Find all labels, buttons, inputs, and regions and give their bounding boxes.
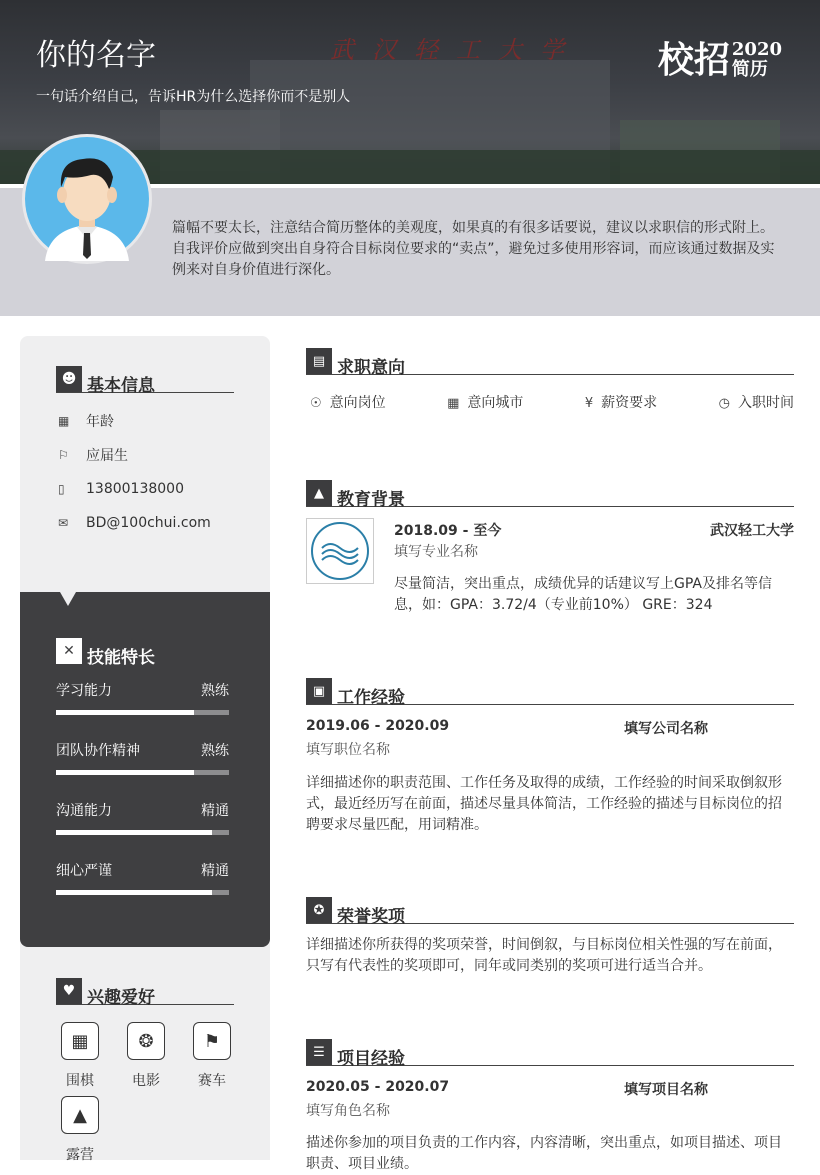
hobby-label: 电影	[132, 1073, 160, 1089]
job-intent-heading	[306, 348, 794, 378]
hobby-label: 赛车	[198, 1073, 226, 1089]
layers-icon: ☰	[306, 1039, 332, 1065]
basic-info-list	[58, 404, 211, 540]
basic-info-phone-text: 13800138000	[86, 481, 184, 497]
project-desc: 描述你参加的项目负责的工作内容，内容清晰，突出重点，如项目描述、项目职责、项目业绩。	[306, 1135, 782, 1172]
skill-name: 团队协作精神	[56, 743, 140, 759]
skills-notch	[60, 592, 76, 606]
job-intent-city	[447, 392, 523, 412]
avatar	[22, 134, 152, 264]
education-heading	[306, 480, 794, 510]
basic-info-age	[58, 404, 211, 438]
skills-title: 技能特长	[87, 648, 155, 668]
education-school: 武汉轻工大学	[710, 523, 794, 539]
campus-badge	[658, 40, 782, 80]
banner-building-sign: 武汉轻工大学	[330, 36, 582, 64]
go-board-icon: ▦	[61, 1022, 99, 1060]
skill-bar-fill	[56, 830, 212, 835]
skill-bar-fill	[56, 710, 194, 715]
job-intent-title: 求职意向	[337, 358, 405, 378]
medal-icon: ✪	[306, 897, 332, 923]
basic-info-email-text: BD@100chui.com	[86, 515, 211, 531]
skill-item	[56, 680, 229, 715]
skill-item	[56, 740, 229, 775]
self-intro-text: 篇幅不要太长，注意结合简历整体的美观度，如果真的有很多话要说，建议以求职信的形式附上。自我评价应做到突出自身符合目标岗位要求的“卖点”，避免过多使用形容词，而应该通过数据及实例来对自身价值进行深化。	[172, 220, 775, 278]
basic-info-heading	[56, 366, 234, 396]
basic-info-email	[58, 506, 211, 540]
campus-badge-year: 2020	[731, 39, 782, 60]
campus-badge-main: 校招	[657, 39, 730, 81]
hobby-label: 围棋	[66, 1073, 94, 1089]
id-card-icon: ☻	[56, 366, 82, 392]
honors-title: 荣誉奖项	[337, 907, 405, 927]
work-position: 填写职位名称	[306, 742, 390, 758]
skills-panel	[20, 592, 270, 947]
skill-name: 细心严谨	[56, 863, 112, 879]
film-reel-icon: ❂	[127, 1022, 165, 1060]
skill-name: 学习能力	[56, 683, 112, 699]
skill-name: 沟通能力	[56, 803, 112, 819]
salary-icon: ¥	[584, 396, 594, 411]
project-name: 填写项目名称	[624, 1082, 708, 1098]
work-company: 填写公司名称	[624, 721, 708, 737]
project-role: 填写角色名称	[306, 1103, 390, 1119]
skill-level: 熟练	[201, 683, 229, 699]
job-intent-city-text: 意向城市	[467, 395, 524, 411]
wave-icon	[320, 536, 360, 566]
tent-icon: ▲	[61, 1096, 99, 1134]
briefcase-icon: ▣	[306, 678, 332, 704]
job-intent-position	[310, 392, 386, 412]
avatar-icon	[25, 137, 149, 261]
basic-info-phone	[58, 472, 211, 506]
work-title: 工作经验	[337, 688, 405, 708]
skill-level: 熟练	[201, 743, 229, 759]
job-intent-list	[310, 392, 794, 412]
project-heading	[306, 1039, 794, 1069]
skill-item	[56, 800, 229, 835]
hobby-item	[126, 1022, 166, 1090]
basic-info-status	[58, 438, 211, 472]
basic-info-title: 基本信息	[87, 376, 155, 396]
university-logo	[306, 518, 374, 584]
left-sidebar	[20, 336, 270, 1163]
education-title: 教育背景	[337, 490, 405, 510]
honors-heading	[306, 897, 794, 927]
skill-level: 精通	[201, 803, 229, 819]
basic-info-status-text: 应届生	[86, 448, 128, 464]
graduation-cap-icon: ▲	[306, 480, 332, 506]
skill-bar	[56, 770, 229, 775]
work-period: 2019.06 - 2020.09	[306, 718, 450, 734]
city-icon: ▦	[447, 396, 460, 411]
skill-bar-fill	[56, 890, 212, 895]
hobby-item	[60, 1096, 100, 1164]
candidate-tagline: 一句话介绍自己，告诉HR为什么选择你而不是别人	[36, 89, 351, 105]
hobby-label: 露营	[66, 1147, 94, 1163]
skills-heading	[56, 638, 234, 668]
campus-badge-sub: 简历	[731, 59, 768, 80]
job-intent-position-text: 意向岗位	[329, 395, 386, 411]
skill-item	[56, 860, 229, 895]
hobby-item	[192, 1022, 232, 1090]
work-desc: 详细描述你的职责范围、工作任务及取得的成绩，工作经验的时间采取倒叙形式，最近经历写在前面，描述尽量具体简洁，工作经验的描述与目标岗位的招聘要求尽量匹配，用词精准。	[306, 775, 782, 833]
education-period: 2018.09 - 至今	[394, 523, 502, 539]
skill-bar	[56, 710, 229, 715]
work-heading	[306, 678, 794, 708]
calendar-icon: ▦	[58, 414, 70, 428]
phone-icon: ▯	[58, 482, 65, 496]
basic-info-age-text: 年龄	[86, 414, 114, 430]
mail-icon: ✉	[58, 516, 69, 530]
hobby-item	[60, 1022, 100, 1090]
clipboard-icon: ▤	[306, 348, 332, 374]
job-intent-salary	[585, 392, 657, 412]
job-intent-salary-text: 薪资要求	[601, 395, 658, 411]
tools-icon: ✕	[56, 638, 82, 664]
position-icon: ☉	[310, 396, 322, 411]
heart-icon: ♥	[56, 978, 82, 1004]
skill-bar	[56, 830, 229, 835]
hobbies-heading	[56, 978, 234, 1008]
project-period: 2020.05 - 2020.07	[306, 1079, 450, 1095]
job-intent-start-text: 入职时间	[737, 395, 794, 411]
honors-desc: 详细描述你所获得的奖项荣誉，时间倒叙，与目标岗位相关性强的写在前面，只写有代表性的奖项即可，同年或同类别的奖项可进行适当合并。	[306, 937, 782, 974]
university-seal-icon	[311, 522, 369, 580]
skill-bar	[56, 890, 229, 895]
education-desc: 尽量简洁，突出重点，成绩优异的话建议写上GPA及排名等信息，如：GPA：3.72/4（专业前10%） GRE：324	[394, 576, 772, 613]
skill-level: 精通	[201, 863, 229, 879]
job-intent-start	[719, 392, 794, 412]
hobbies-title: 兴趣爱好	[87, 988, 155, 1008]
racing-flag-icon: ⚑	[193, 1022, 231, 1060]
candidate-name: 你的名字	[36, 38, 156, 73]
flag-icon: ⚐	[58, 448, 69, 462]
project-title: 项目经验	[337, 1049, 405, 1069]
skill-bar-fill	[56, 770, 194, 775]
clock-icon: ◷	[718, 396, 730, 411]
education-major: 填写专业名称	[394, 544, 478, 560]
